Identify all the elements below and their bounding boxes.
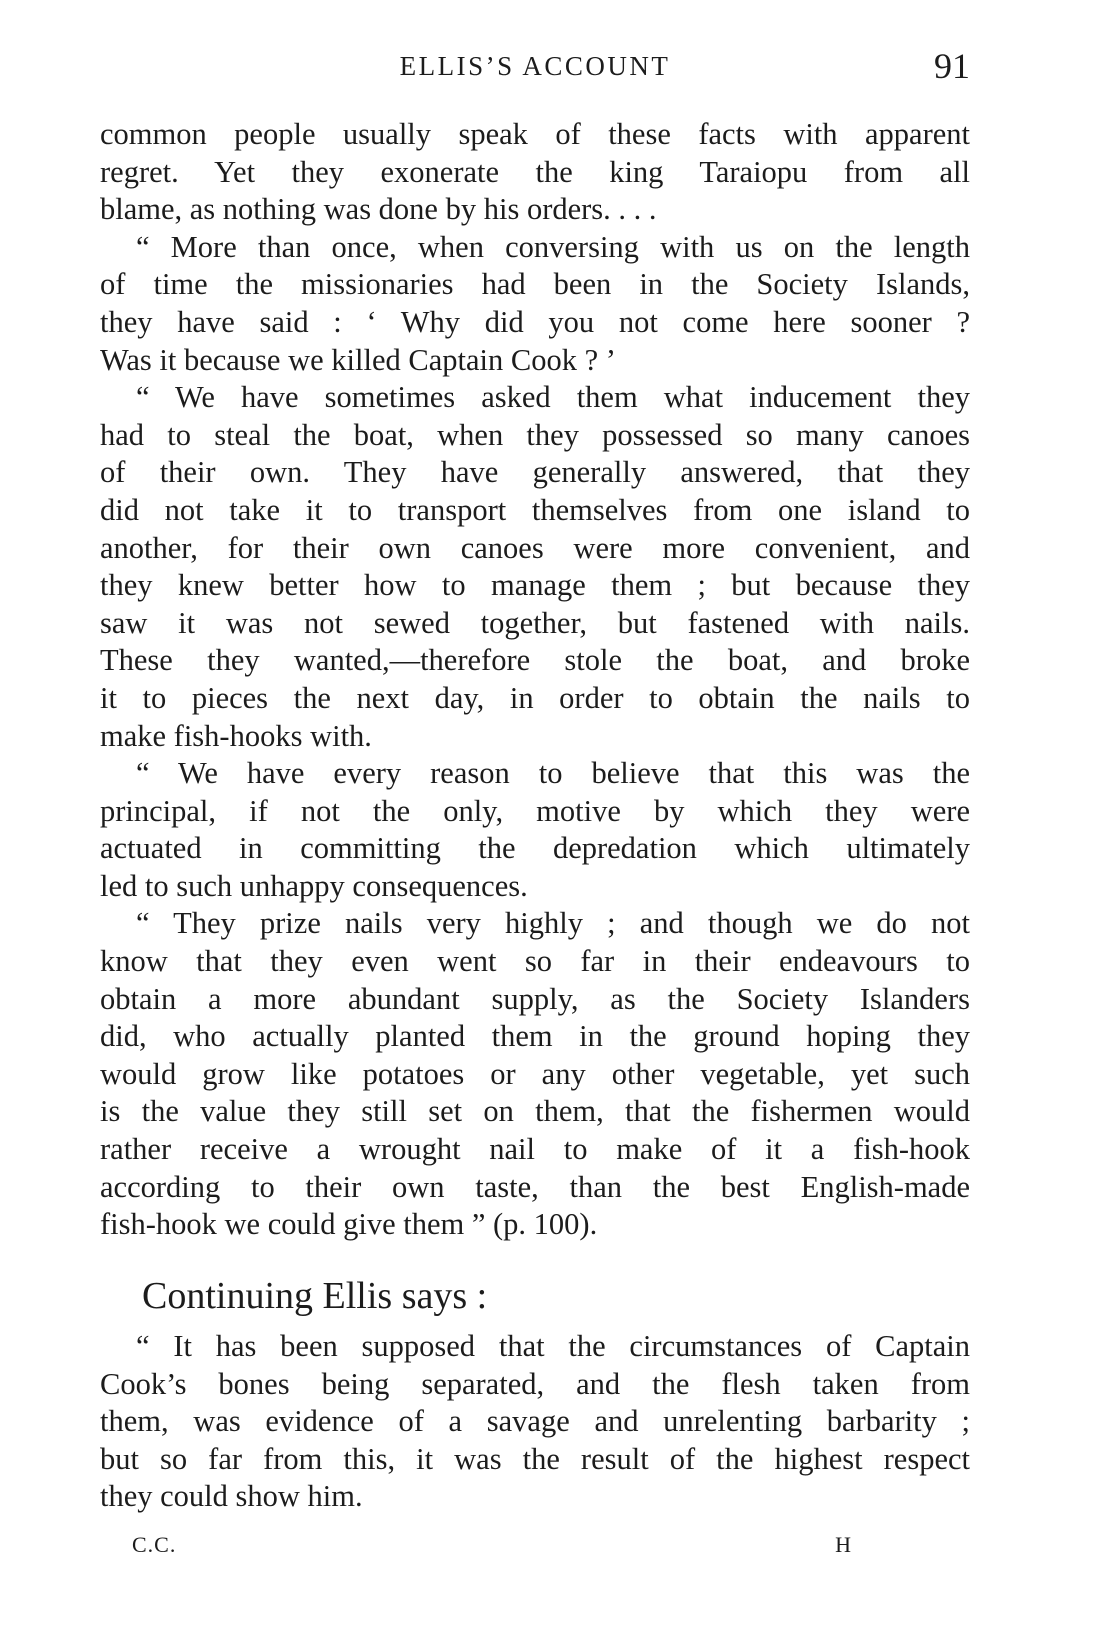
text-line: it to pieces the next day, in order to obtain the nails to — [100, 680, 970, 715]
text-line: did not take it to transport themselves from one island to — [100, 492, 970, 527]
text-line: they have said : ‘ Why did you not come here sooner ? — [100, 304, 970, 339]
text-line: of their own. They have generally answered, that they — [100, 455, 970, 490]
text-line: would grow like potatoes or any other vegetable, yet such — [100, 1056, 970, 1091]
body-text-block-1 — [100, 116, 970, 1244]
signature-left: C.C. — [132, 1532, 177, 1557]
body-text-block-2 — [100, 1328, 970, 1516]
text-line: they knew better how to manage them ; but because they — [100, 568, 970, 603]
signature-right: H — [835, 1532, 852, 1557]
text-line: These they wanted,—therefore stole the boat, and broke — [100, 643, 970, 678]
text-line: “ More than once, when conversing with us on the length — [136, 229, 970, 264]
text-line: principal, if not the only, motive by which they were — [100, 793, 970, 828]
text-line: is the value they still set on them, that the fishermen would — [100, 1094, 970, 1129]
running-head: ELLIS’S ACCOUNT — [399, 51, 671, 81]
text-line: another, for their own canoes were more convenient, and — [100, 530, 970, 565]
text-line: regret. Yet they exonerate the king Taraiopu from all — [100, 154, 970, 189]
signature-marks — [132, 1532, 852, 1566]
text-line: “ It has been supposed that the circumstances of Captain — [136, 1329, 970, 1363]
page-header — [100, 44, 970, 88]
text-line: Was it because we killed Captain Cook ? ’ — [100, 342, 616, 377]
text-line: actuated in committing the depredation which ultimately — [100, 831, 970, 866]
text-line: fish-hook we could give them ” (p. 100). — [100, 1207, 598, 1242]
text-line: “ We have every reason to believe that this was the — [136, 756, 970, 791]
text-line: common people usually speak of these facts with apparent — [100, 117, 970, 151]
text-line: make fish-hooks with. — [100, 718, 372, 753]
text-line: led to such unhappy consequences. — [100, 868, 528, 903]
text-line: saw it was not sewed together, but fastened with nails. — [100, 605, 970, 640]
text-line: had to steal the boat, when they possessed so many canoes — [100, 417, 970, 452]
text-line: of time the missionaries had been in the Society Islands, — [100, 267, 970, 302]
text-line: Cook’s bones being separated, and the flesh taken from — [100, 1366, 970, 1401]
continuing-heading: Continuing Ellis says : — [142, 1275, 488, 1317]
text-line: them, was evidence of a savage and unrelenting barbarity ; — [100, 1404, 970, 1439]
text-line: but so far from this, it was the result of the highest respect — [100, 1441, 970, 1476]
text-line: did, who actually planted them in the ground hoping they — [100, 1019, 970, 1054]
text-line: obtain a more abundant supply, as the Society Islanders — [100, 981, 970, 1016]
page-number: 91 — [934, 46, 970, 86]
text-line: “ They prize nails very highly ; and though we do not — [136, 906, 970, 941]
text-line: know that they even went so far in their endeavours to — [100, 944, 970, 979]
text-line: “ We have sometimes asked them what inducement they — [136, 380, 970, 415]
text-line: blame, as nothing was done by his orders. . . . — [100, 192, 657, 227]
text-line: they could show him. — [100, 1479, 363, 1514]
text-line: according to their own taste, than the best English-made — [100, 1169, 970, 1204]
text-line: rather receive a wrought nail to make of it a fish-hook — [100, 1132, 970, 1167]
